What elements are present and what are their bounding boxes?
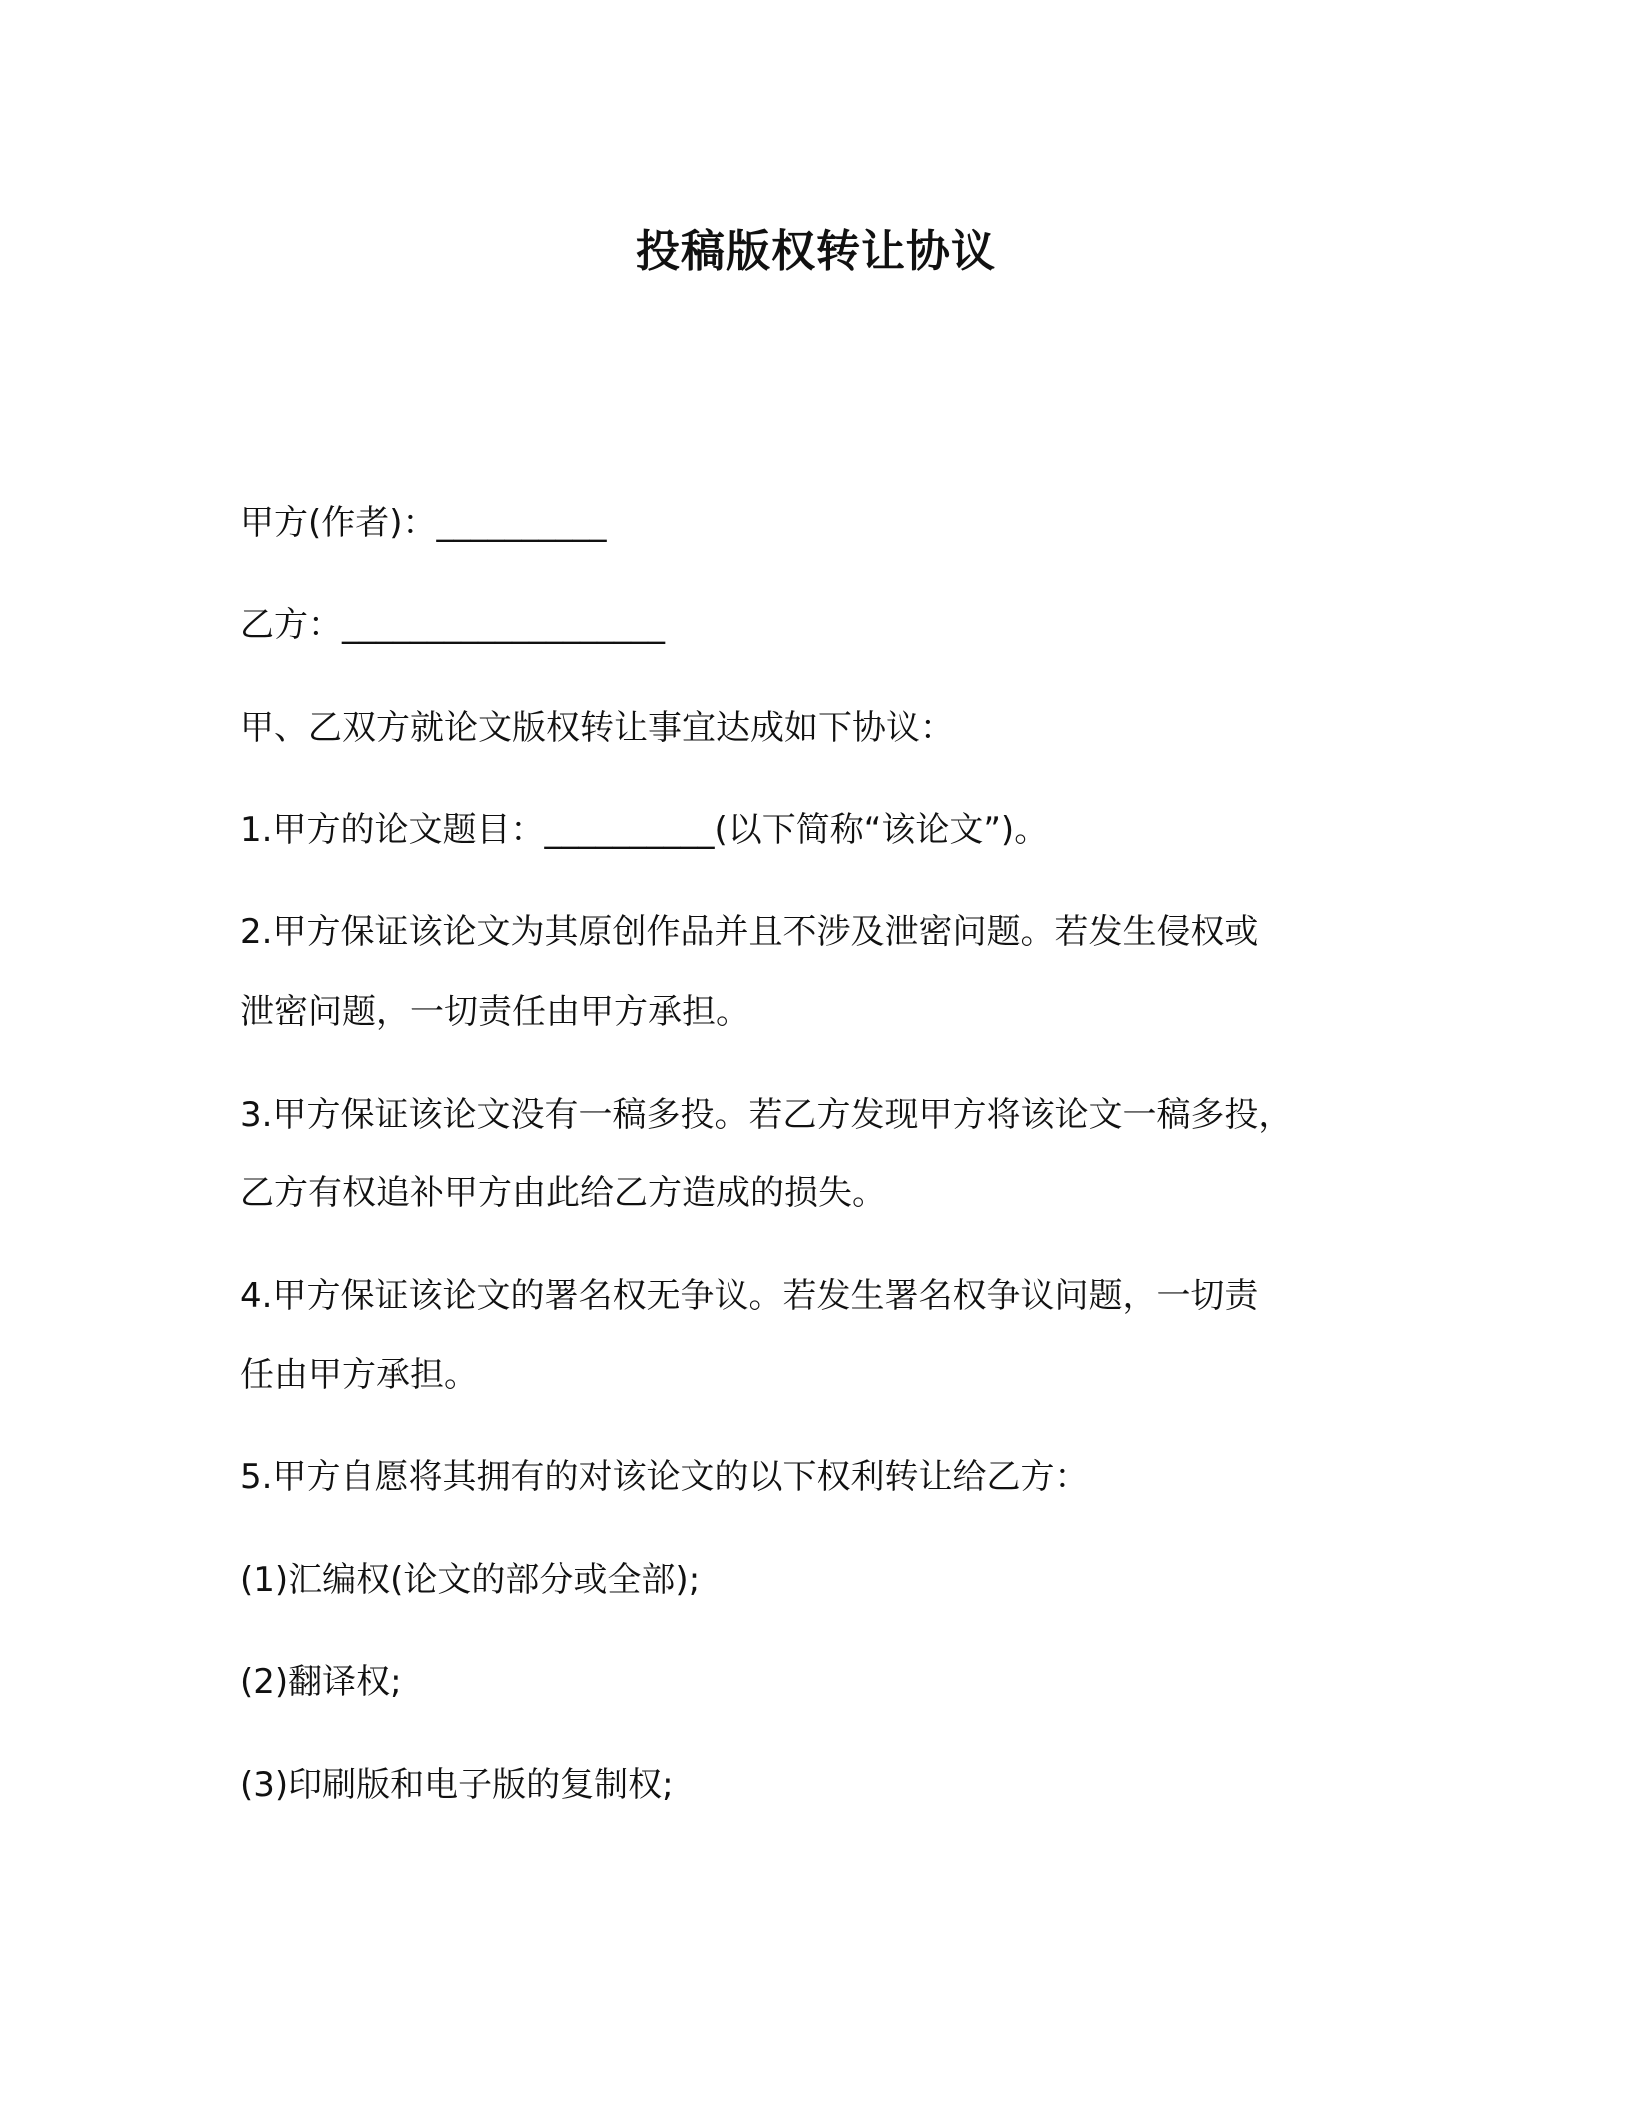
agreement-intro: 甲、乙双方就论文版权转让事宜达成如下协议：: [240, 708, 954, 748]
clause-5: 5.甲方自愿将其拥有的对该论文的以下权利转让给乙方：: [240, 1457, 1089, 1497]
right-2: (2)翻译权;: [240, 1662, 402, 1702]
clause-3-line-2: 乙方有权追补甲方由此给乙方造成的损失。: [240, 1173, 886, 1213]
party-a-line: 甲方(作者)：__________: [240, 503, 607, 543]
document-title: 投稿版权转让协议: [636, 226, 996, 277]
clause-4-line-2: 任由甲方承担。: [240, 1355, 478, 1395]
right-1: (1)汇编权(论文的部分或全部);: [240, 1560, 701, 1600]
clause-2-line-1: 2.甲方保证该论文为其原创作品并且不涉及泄密问题。若发生侵权或: [240, 912, 1259, 952]
party-b-line: 乙方：___________________: [240, 605, 665, 645]
clause-2-line-2: 泄密问题，一切责任由甲方承担。: [240, 992, 750, 1032]
clause-1: 1.甲方的论文题目：__________(以下简称“该论文”)。: [240, 810, 1049, 850]
clause-4-line-1: 4.甲方保证该论文的署名权无争议。若发生署名权争议问题，一切责: [240, 1276, 1259, 1316]
right-3: (3)印刷版和电子版的复制权;: [240, 1765, 674, 1805]
clause-3-line-1: 3.甲方保证该论文没有一稿多投。若乙方发现甲方将该论文一稿多投，: [240, 1095, 1293, 1135]
